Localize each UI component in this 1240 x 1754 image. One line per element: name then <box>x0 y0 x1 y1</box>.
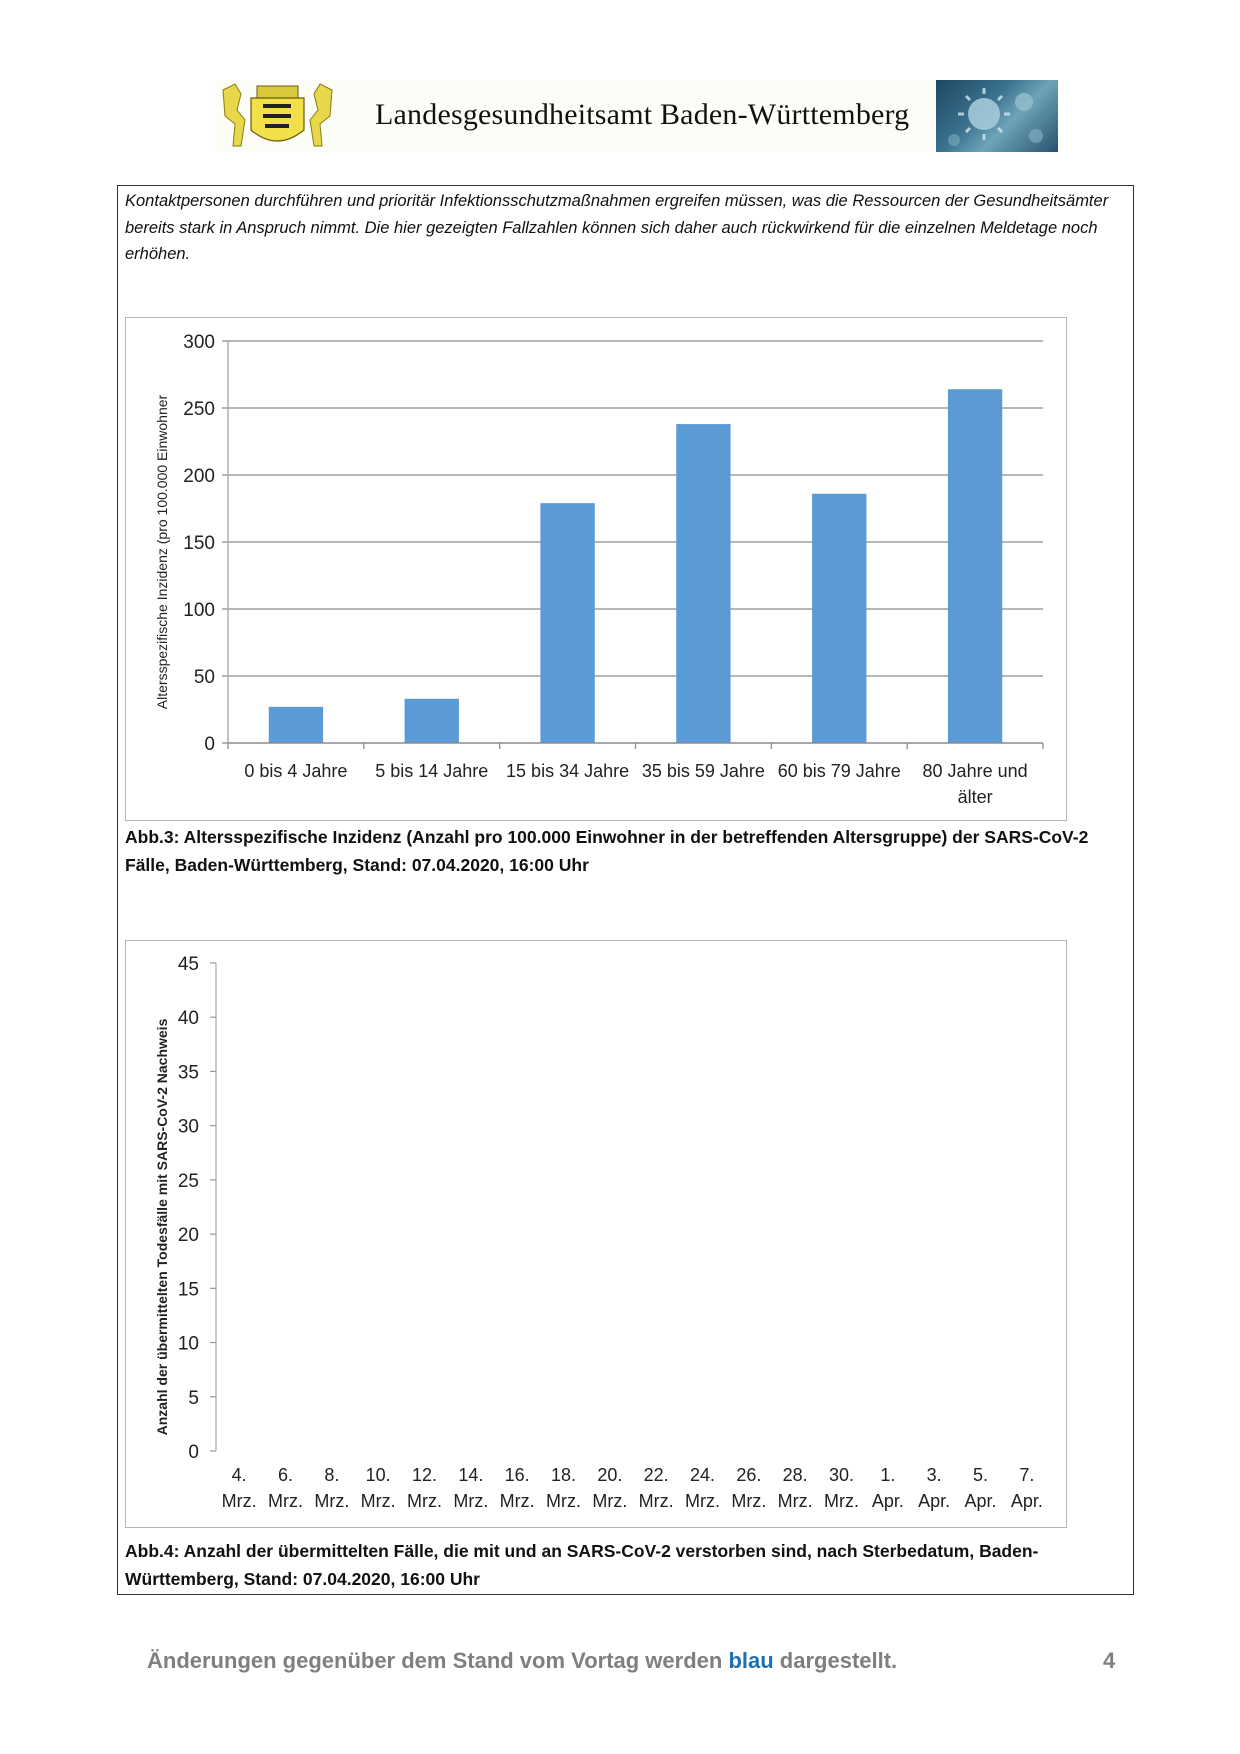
x-tick-label-month: Mrz. <box>546 1491 581 1511</box>
footer-text-after: dargestellt. <box>773 1648 898 1673</box>
header-title: Landesgesundheitsamt Baden-Württemberg <box>375 98 910 131</box>
y-tick-label: 40 <box>177 1008 199 1030</box>
x-tick-label <box>923 761 1028 807</box>
x-tick-label-part: 80 Jahre und <box>922 761 1028 781</box>
header-banner <box>215 80 1058 152</box>
x-tick-label-day: 14. <box>458 1465 484 1485</box>
x-tick-label-day: 16. <box>504 1465 530 1485</box>
x-tick-label-day: 26. <box>736 1465 762 1485</box>
bar-3 <box>540 503 594 743</box>
x-tick-label: 5 bis 14 Jahre <box>375 761 489 781</box>
y-tick-label: 250 <box>183 399 215 420</box>
y-axis-label: Altersspezifische Inzidenz (pro 100.000 Einwohner <box>154 394 170 710</box>
x-tick-label-day: 7. <box>1019 1465 1035 1485</box>
x-tick-label-month: Apr. <box>1010 1491 1043 1511</box>
x-tick-label-day: 22. <box>643 1465 669 1485</box>
footer-highlight: blau <box>728 1648 774 1673</box>
coronavirus-image <box>936 80 1058 152</box>
x-tick-label-month: Mrz. <box>592 1491 628 1511</box>
x-tick-label-month: Mrz. <box>360 1491 396 1511</box>
y-tick-label: 25 <box>177 1170 199 1192</box>
x-tick-label-month: Mrz. <box>824 1491 859 1511</box>
x-tick-label-day: 3. <box>926 1465 942 1485</box>
y-tick-label: 10 <box>177 1333 199 1355</box>
x-tick-label-month: Mrz. <box>499 1491 535 1511</box>
x-tick-label-day: 30. <box>828 1465 855 1485</box>
bar-5 <box>812 494 866 743</box>
footer-note <box>147 1648 897 1674</box>
intro-paragraph: Kontaktpersonen durchführen und prioritär Infektionsschutzmaßnahmen ergreifen müssen, was die Ressourcen der Gesundheitsämter bereits stark in Anspruch nimmt. Die hier gezeigten Fallzahlen können sich daher auch rückwirkend für die einzelnen Meldetage noch erhöhen. <box>125 192 1109 263</box>
x-tick-label-day: 20. <box>597 1465 623 1485</box>
x-tick-label-day: 24. <box>689 1465 716 1485</box>
y-tick-label: 5 <box>188 1387 199 1409</box>
x-tick-label-month: Apr. <box>964 1491 997 1511</box>
x-tick-label-part: älter <box>957 787 993 807</box>
deaths-by-date-chart <box>125 940 1067 1528</box>
x-tick-label-month: Mrz. <box>221 1491 257 1511</box>
y-tick-label: 0 <box>204 734 215 755</box>
x-tick-label-day: 8. <box>324 1465 340 1485</box>
figure-3-caption-line1: Abb.3: Altersspezifische Inzidenz (Anzahl pro 100.000 Einwohner in der betreffenden Altersgruppe) der SARS-CoV-2 <box>125 827 1089 847</box>
virus-icon <box>936 80 1058 152</box>
age-incidence-chart <box>125 317 1067 821</box>
x-tick-label-day: 28. <box>782 1465 808 1485</box>
figure-4-caption-line2: Württemberg, Stand: 07.04.2020, 16:00 Uhr <box>125 1569 480 1589</box>
figure-4-caption <box>125 1537 1130 1593</box>
y-tick-label: 30 <box>177 1116 199 1138</box>
x-tick-label-month: Apr. <box>871 1491 904 1511</box>
figure-3-caption-line2: Fälle, Baden-Württemberg, Stand: 07.04.2020, 16:00 Uhr <box>125 855 589 875</box>
bar-4 <box>676 424 730 743</box>
x-tick-label-day: 10. <box>365 1465 391 1485</box>
footer-text-before: Änderungen gegenüber dem Stand vom Vortag werden <box>147 1648 729 1673</box>
x-tick-label-day: 6. <box>277 1465 294 1485</box>
coat-of-arms-logo <box>215 80 340 152</box>
page-number: 4 <box>1103 1648 1116 1673</box>
x-tick-label-month: Mrz. <box>268 1491 303 1511</box>
bar-1 <box>269 707 323 743</box>
x-tick-label-month: Mrz. <box>314 1491 350 1511</box>
y-tick-label: 20 <box>177 1225 199 1247</box>
x-tick-label-month: Mrz. <box>685 1491 720 1511</box>
y-tick-label: 35 <box>177 1062 199 1084</box>
y-tick-label: 15 <box>177 1279 199 1301</box>
figure-4-caption-line1: Abb.4: Anzahl der übermittelten Fälle, die mit und an SARS-CoV-2 verstorben sind, nach Sterbedatum, Baden- <box>125 1541 1039 1561</box>
x-tick-label-month: Apr. <box>918 1491 951 1511</box>
bar-2 <box>405 699 459 743</box>
x-tick-label: 60 bis 79 Jahre <box>777 761 901 781</box>
x-tick-label: 15 bis 34 Jahre <box>506 761 630 781</box>
y-tick-label: 100 <box>183 600 215 621</box>
x-tick-label-day: 12. <box>411 1465 438 1485</box>
y-tick-label: 50 <box>193 667 215 688</box>
bar-6 <box>948 389 1002 743</box>
y-tick-label: 300 <box>183 332 215 353</box>
y-axis-label: Anzahl der übermittelten Todesfälle mit SARS-CoV-2 Nachweis <box>154 1018 170 1436</box>
x-tick-label-day: 18. <box>550 1465 577 1485</box>
y-tick-label: 200 <box>183 466 215 487</box>
x-tick-label-day: 5. <box>972 1465 989 1485</box>
figure-3-caption <box>125 823 1130 879</box>
x-tick-label: 35 bis 59 Jahre <box>641 761 765 781</box>
x-tick-label-month: Mrz. <box>638 1491 674 1511</box>
y-tick-label: 45 <box>177 954 199 975</box>
x-tick-label-month: Mrz. <box>453 1491 489 1511</box>
x-tick-label-month: Mrz. <box>731 1491 767 1511</box>
y-tick-label: 0 <box>188 1442 199 1463</box>
x-tick-label-day: 4. <box>231 1465 247 1485</box>
x-tick-label: 0 bis 4 Jahre <box>244 761 348 781</box>
y-tick-label: 150 <box>183 533 215 554</box>
x-tick-label-month: Mrz. <box>777 1491 813 1511</box>
x-tick-label-month: Mrz. <box>407 1491 442 1511</box>
x-tick-label-day: 1. <box>880 1465 896 1485</box>
